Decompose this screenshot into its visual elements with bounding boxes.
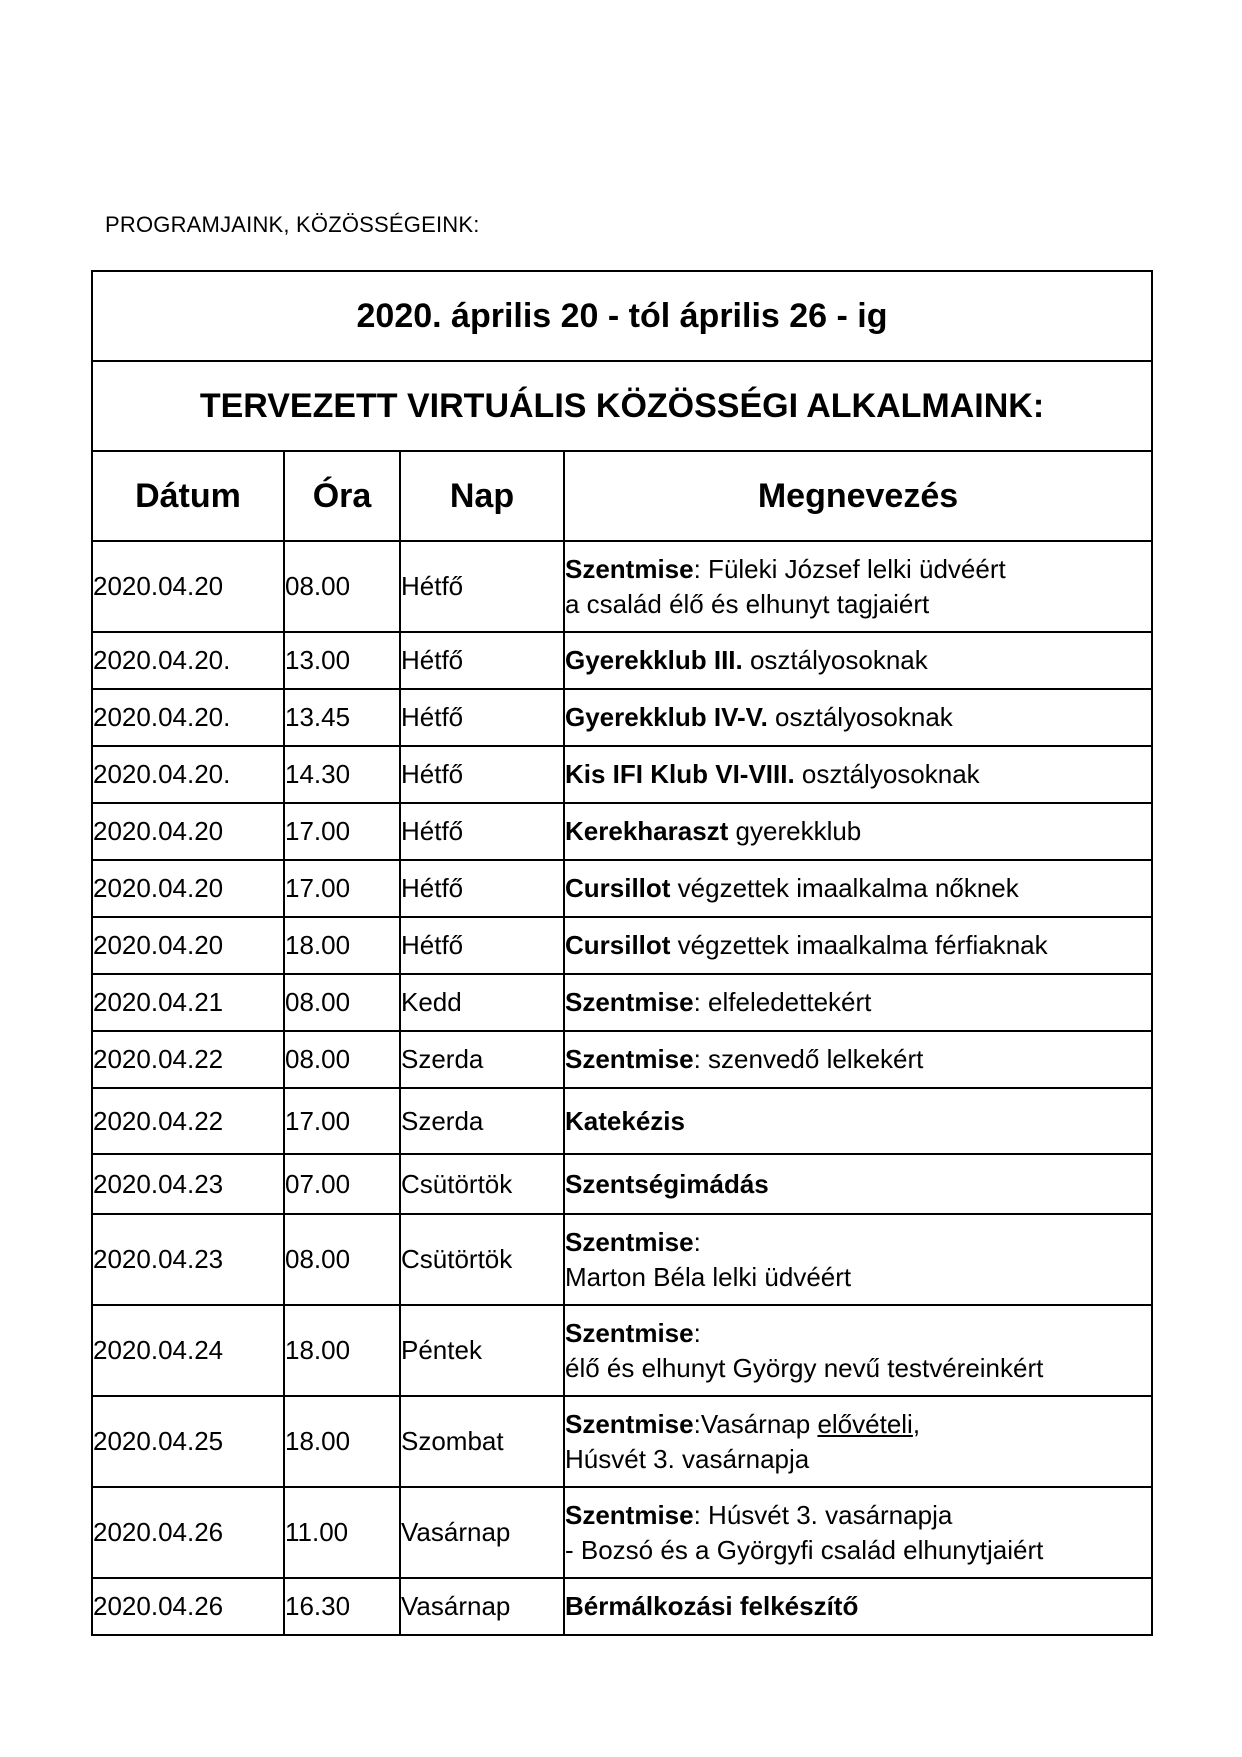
- description-bold-text: Szentmise: [565, 553, 694, 584]
- cell-time: 17.00: [284, 1088, 400, 1154]
- table-row: [92, 917, 1152, 974]
- description-bold-text: Katekézis: [565, 1105, 685, 1136]
- description-bold-text: Szentmise: [565, 1044, 694, 1074]
- cell-date: 2020.04.20.: [92, 746, 284, 803]
- description-text: végzettek imaalkalma férfiaknak: [670, 930, 1048, 960]
- description-line: [565, 757, 1151, 792]
- description-bold-text: Kerekharaszt: [565, 816, 729, 846]
- cell-date: 2020.04.23: [92, 1214, 284, 1305]
- description-text: : szenvedő lelkekért: [693, 1044, 924, 1074]
- cell-description: [564, 689, 1152, 746]
- table-row: [92, 541, 1152, 632]
- cell-time: 08.00: [284, 1214, 400, 1305]
- description-text: ,: [912, 1408, 921, 1439]
- cell-time: 13.45: [284, 689, 400, 746]
- cell-description: [564, 1578, 1152, 1635]
- description-text: :: [693, 1226, 701, 1257]
- description-bold-text: Kis IFI Klub VI-VIII.: [565, 759, 795, 789]
- cell-day: Hétfő: [400, 746, 564, 803]
- cell-date: 2020.04.24: [92, 1305, 284, 1396]
- cell-time: 07.00: [284, 1154, 400, 1214]
- column-header-time: Óra: [284, 451, 400, 541]
- title-row: [92, 271, 1152, 361]
- cell-day: Kedd: [400, 974, 564, 1031]
- description-bold-text: Gyerekklub III.: [565, 645, 743, 675]
- cell-time: 08.00: [284, 1031, 400, 1088]
- cell-date: 2020.04.22: [92, 1088, 284, 1154]
- cell-day: Hétfő: [400, 541, 564, 632]
- description-bold-text: Bérmálkozási felkészítő: [565, 1591, 859, 1621]
- description-line: [565, 928, 1151, 963]
- cell-day: Vasárnap: [400, 1578, 564, 1635]
- description-bold-text: Szentmise: [565, 1226, 694, 1257]
- cell-time: 18.00: [284, 917, 400, 974]
- table-row: [92, 632, 1152, 689]
- description-line: [565, 1442, 1151, 1477]
- cell-description: [564, 917, 1152, 974]
- table-row: [92, 1088, 1152, 1154]
- subtitle-row: [92, 361, 1152, 451]
- column-header-day: Nap: [400, 451, 564, 541]
- description-bold-text: Szentmise: [565, 1408, 694, 1439]
- description-text: élő és elhunyt György nevű testvéreinkért: [565, 1352, 1044, 1383]
- table-row: [92, 1154, 1152, 1214]
- table-row: [92, 689, 1152, 746]
- cell-day: Hétfő: [400, 803, 564, 860]
- description-line: [565, 1351, 1151, 1386]
- table-row: [92, 1214, 1152, 1305]
- cell-date: 2020.04.23: [92, 1154, 284, 1214]
- description-text: :: [693, 1317, 701, 1348]
- description-text: : Füleki József lelki üdvéért: [693, 553, 1006, 584]
- description-line: [565, 552, 1151, 587]
- cell-date: 2020.04.20: [92, 541, 284, 632]
- description-text: végzettek imaalkalma nőknek: [670, 873, 1019, 903]
- cell-day: Hétfő: [400, 632, 564, 689]
- cell-time: 14.30: [284, 746, 400, 803]
- cell-time: 17.00: [284, 803, 400, 860]
- description-text: Húsvét 3. vasárnapja: [565, 1443, 810, 1474]
- description-line: [565, 1589, 1151, 1624]
- description-line: [565, 1498, 1151, 1533]
- cell-description: [564, 1396, 1152, 1487]
- cell-date: 2020.04.25: [92, 1396, 284, 1487]
- description-bold-text: Cursillot: [565, 873, 671, 903]
- table-row: [92, 974, 1152, 1031]
- page-heading: PROGRAMJAINK, KÖZÖSSÉGEINK:: [105, 212, 480, 237]
- cell-time: 13.00: [284, 632, 400, 689]
- cell-description: [564, 1487, 1152, 1578]
- table-row: [92, 1305, 1152, 1396]
- description-text: : Húsvét 3. vasárnapja: [693, 1499, 953, 1530]
- cell-description: [564, 974, 1152, 1031]
- description-text: elővételi: [817, 1408, 913, 1439]
- cell-day: Péntek: [400, 1305, 564, 1396]
- cell-description: [564, 1088, 1152, 1154]
- description-line: [565, 1407, 1151, 1442]
- cell-day: Vasárnap: [400, 1487, 564, 1578]
- table-row: [92, 803, 1152, 860]
- column-header-name: Megnevezés: [564, 451, 1152, 541]
- description-bold-text: Szentmise: [565, 1499, 694, 1530]
- cell-time: 11.00: [284, 1487, 400, 1578]
- description-bold-text: Szentségimádás: [565, 1168, 769, 1199]
- cell-description: [564, 541, 1152, 632]
- cell-time: 08.00: [284, 541, 400, 632]
- cell-date: 2020.04.20: [92, 917, 284, 974]
- cell-day: Szombat: [400, 1396, 564, 1487]
- column-header-date: Dátum: [92, 451, 284, 541]
- table-row: [92, 1578, 1152, 1635]
- description-line: [565, 700, 1151, 735]
- description-text: gyerekklub: [728, 816, 862, 846]
- table-row: [92, 746, 1152, 803]
- table-subtitle: TERVEZETT VIRTUÁLIS KÖZÖSSÉGI ALKALMAINK:: [92, 361, 1152, 451]
- cell-day: Hétfő: [400, 860, 564, 917]
- cell-description: [564, 632, 1152, 689]
- description-bold-text: Gyerekklub IV-V.: [565, 702, 768, 732]
- description-line: [565, 1042, 1151, 1077]
- cell-date: 2020.04.22: [92, 1031, 284, 1088]
- cell-description: [564, 860, 1152, 917]
- cell-day: Csütörtök: [400, 1154, 564, 1214]
- description-text: :Vasárnap: [693, 1408, 818, 1439]
- cell-time: 16.30: [284, 1578, 400, 1635]
- cell-date: 2020.04.20.: [92, 632, 284, 689]
- schedule-table: [91, 270, 1153, 1636]
- cell-time: 18.00: [284, 1305, 400, 1396]
- description-text: Marton Béla lelki üdvéért: [565, 1261, 852, 1292]
- cell-description: [564, 1154, 1152, 1214]
- description-line: [565, 1316, 1151, 1351]
- cell-day: Csütörtök: [400, 1214, 564, 1305]
- cell-day: Szerda: [400, 1088, 564, 1154]
- description-text: osztályosoknak: [742, 645, 928, 675]
- description-bold-text: Szentmise: [565, 1317, 694, 1348]
- description-text: - Bozsó és a Györgyfi család elhunytjaiért: [565, 1534, 1044, 1565]
- table-row: [92, 860, 1152, 917]
- cell-date: 2020.04.26: [92, 1578, 284, 1635]
- description-line: [565, 814, 1151, 849]
- table-row: [92, 1396, 1152, 1487]
- description-line: [565, 1225, 1151, 1260]
- description-bold-text: Szentmise: [565, 987, 694, 1017]
- table-title: 2020. április 20 - tól április 26 - ig: [92, 271, 1152, 361]
- description-bold-text: Cursillot: [565, 930, 671, 960]
- description-line: [565, 871, 1151, 906]
- description-text: osztályosoknak: [767, 702, 953, 732]
- description-text: : elfeledettekért: [693, 987, 872, 1017]
- cell-time: 08.00: [284, 974, 400, 1031]
- description-line: [565, 1533, 1151, 1568]
- cell-date: 2020.04.20.: [92, 689, 284, 746]
- description-line: [565, 1167, 1151, 1202]
- cell-time: 18.00: [284, 1396, 400, 1487]
- table-row: [92, 1487, 1152, 1578]
- description-text: osztályosoknak: [794, 759, 980, 789]
- cell-description: [564, 1214, 1152, 1305]
- cell-description: [564, 1305, 1152, 1396]
- description-text: a család élő és elhunyt tagjaiért: [565, 588, 930, 619]
- header-row: [92, 451, 1152, 541]
- cell-date: 2020.04.21: [92, 974, 284, 1031]
- cell-time: 17.00: [284, 860, 400, 917]
- description-line: [565, 985, 1151, 1020]
- description-line: [565, 643, 1151, 678]
- description-line: [565, 1104, 1151, 1139]
- description-line: [565, 1260, 1151, 1295]
- description-line: [565, 587, 1151, 622]
- cell-day: Hétfő: [400, 917, 564, 974]
- cell-date: 2020.04.20: [92, 860, 284, 917]
- table-row: [92, 1031, 1152, 1088]
- cell-description: [564, 746, 1152, 803]
- cell-description: [564, 1031, 1152, 1088]
- cell-date: 2020.04.26: [92, 1487, 284, 1578]
- cell-description: [564, 803, 1152, 860]
- cell-day: Szerda: [400, 1031, 564, 1088]
- cell-day: Hétfő: [400, 689, 564, 746]
- cell-date: 2020.04.20: [92, 803, 284, 860]
